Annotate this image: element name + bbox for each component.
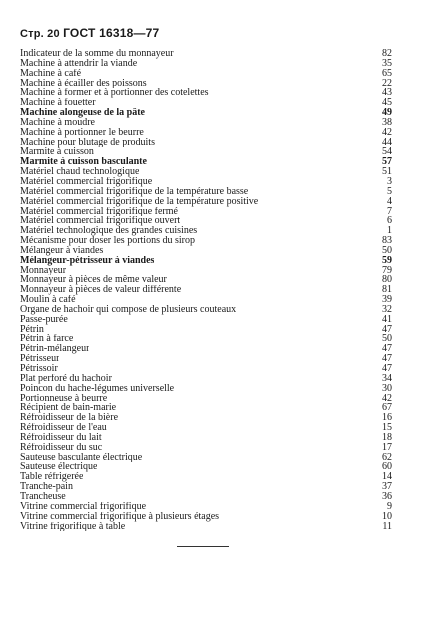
index-entry xyxy=(20,492,392,502)
index-page-number: 65 xyxy=(382,67,392,79)
index-entry xyxy=(20,256,392,266)
index-entry xyxy=(20,98,392,108)
index-entry xyxy=(20,275,392,285)
index-page-number: 6 xyxy=(387,215,392,227)
index-term: Vitrine commercial frigorifique xyxy=(20,501,147,512)
index-page-number: 16 xyxy=(382,412,392,424)
index-page-number: 51 xyxy=(382,166,392,178)
index-entry xyxy=(20,147,392,157)
index-page-number: 22 xyxy=(382,77,392,89)
index-page-number: 47 xyxy=(382,363,392,374)
index-page-number: 54 xyxy=(382,146,392,158)
index-term: Trancheuse xyxy=(20,491,66,502)
index-term: Machine pour blutage de produits xyxy=(20,137,155,148)
index-page-number: 36 xyxy=(382,490,392,502)
index-entry xyxy=(20,108,392,118)
index-page-number: 81 xyxy=(382,284,392,296)
index-term: Machine à écailler des poissons xyxy=(20,78,147,89)
index-entry xyxy=(20,167,392,177)
index-page-number: 47 xyxy=(382,353,392,365)
index-term: Indicateur de la somme du monnayeur xyxy=(20,49,174,59)
index-term: Pétrin à farce xyxy=(20,334,74,345)
index-term: Réfroidisseur de l'eau xyxy=(20,423,107,433)
index-page-number: 32 xyxy=(382,303,392,315)
index-page-number: 4 xyxy=(387,195,392,207)
index-entry xyxy=(20,502,392,512)
index-page-number: 47 xyxy=(382,323,392,335)
index-page-number: 1 xyxy=(387,225,392,237)
index-entry xyxy=(20,413,392,423)
index-term: Organe de hachoir qui compose de plusieurs couteaux xyxy=(20,304,237,315)
index-term: Table réfrigerée xyxy=(20,472,84,483)
index-entry xyxy=(20,59,392,69)
index-entry xyxy=(20,207,392,217)
index-entry xyxy=(20,344,392,354)
index-page-number: 67 xyxy=(382,402,392,414)
index-term: Matériel commercial frigorifique de la température basse xyxy=(20,186,249,197)
index-page-number: 60 xyxy=(382,461,392,473)
index-entry xyxy=(20,433,392,443)
index-page-number: 80 xyxy=(382,274,392,286)
index-page-number: 79 xyxy=(382,264,392,276)
index-page-number: 41 xyxy=(382,313,392,325)
index-page-number: 83 xyxy=(382,235,392,247)
index-term: Pétrin-mélangeur xyxy=(20,344,90,355)
index-term: Pétrissoir xyxy=(20,364,58,374)
index-entry xyxy=(20,443,392,453)
index-entry xyxy=(20,69,392,79)
index-page-number: 10 xyxy=(382,510,392,522)
index-entry xyxy=(20,216,392,226)
index-term: Machine à fouetter xyxy=(20,98,96,109)
index-term: Moulin à café xyxy=(20,295,76,305)
index-entry xyxy=(20,462,392,472)
index-entry xyxy=(20,118,392,128)
index-entry xyxy=(20,325,392,335)
index-term: Monnayeur à pièces de même valeur xyxy=(20,275,167,286)
index-term: Vitrine frigorifique à table xyxy=(20,521,126,532)
index-term: Machine alongeuse de la pâte xyxy=(20,108,145,118)
index-term: Machine à café xyxy=(20,68,82,79)
index-page-number: 50 xyxy=(382,333,392,345)
index-term: Mélangeur à viandes xyxy=(20,245,104,256)
index-entry xyxy=(20,354,392,364)
index-entry xyxy=(20,236,392,246)
index-entry xyxy=(20,266,392,276)
index-term: Pétrisseur xyxy=(20,354,60,364)
index-entry xyxy=(20,197,392,207)
index-entry xyxy=(20,522,392,532)
index-entry xyxy=(20,384,392,394)
index-entry xyxy=(20,364,392,374)
index-page-number: 57 xyxy=(382,156,392,168)
index-term: Plat perforé du hachoir xyxy=(20,373,112,384)
index-term: Monnayeur xyxy=(20,265,67,276)
index-page-number: 62 xyxy=(382,451,392,463)
page-header xyxy=(20,26,159,40)
index-entry xyxy=(20,334,392,344)
page-number: Стр. 20 xyxy=(20,28,60,40)
index-page-number: 42 xyxy=(382,126,392,138)
index-term: Marmite à cuisson basculante xyxy=(20,157,147,168)
index-term: Poincon du hache-légumes universelle xyxy=(20,383,175,394)
index-page-number: 17 xyxy=(382,441,392,453)
index-term: Pétrin xyxy=(20,324,44,335)
index-entry xyxy=(20,187,392,197)
index-entry xyxy=(20,128,392,138)
index-term: Matériel technologique des grandes cuisines xyxy=(20,226,198,237)
index-entry xyxy=(20,49,392,59)
index-term: Mélangeur-pétrisseur à viandes xyxy=(20,255,155,266)
index-entry xyxy=(20,403,392,413)
index-term: Sauteuse électrique xyxy=(20,462,98,473)
index-page-number: 42 xyxy=(382,392,392,404)
index-page-number: 59 xyxy=(382,254,392,266)
index-entry xyxy=(20,246,392,256)
index-term: Matériel commercial frigorifique xyxy=(20,176,153,187)
index-page-number: 37 xyxy=(382,481,392,493)
index-term: Sauteuse basculante électrique xyxy=(20,452,143,463)
index-entry xyxy=(20,157,392,167)
index-term: Mécanisme pour doser les portions du sirop xyxy=(20,236,195,246)
index-page-number: 34 xyxy=(382,372,392,384)
index-entry xyxy=(20,472,392,482)
index-term: Matériel chaud technologique xyxy=(20,167,140,177)
index-page-number: 44 xyxy=(382,136,392,148)
index-entry xyxy=(20,374,392,384)
index-term: Machine à former et à portionner des cotelettes xyxy=(20,88,209,99)
index-page-number: 30 xyxy=(382,382,392,394)
index-term: Matériel commercial frigorifique fermé xyxy=(20,206,178,217)
index-page-number: 14 xyxy=(382,471,392,483)
index-term: Vitrine commercial frigorifique à plusieurs étages xyxy=(20,511,220,522)
index-entry xyxy=(20,285,392,295)
index-entry xyxy=(20,482,392,492)
index-page-number: 50 xyxy=(382,244,392,256)
index-page-number: 49 xyxy=(382,107,392,119)
index-term: Réfroidisseur du lait xyxy=(20,432,102,443)
index-entry xyxy=(20,305,392,315)
index-page-number: 11 xyxy=(382,520,392,532)
index-entry xyxy=(20,453,392,463)
index-entry xyxy=(20,226,392,236)
index-entry xyxy=(20,79,392,89)
index-page-number: 39 xyxy=(382,294,392,306)
index-entry xyxy=(20,88,392,98)
index-entry xyxy=(20,295,392,305)
index-term: Monnayeur à pièces de valeur différente xyxy=(20,285,182,296)
index-term: Tranche-pain xyxy=(20,482,73,492)
index-entry xyxy=(20,394,392,404)
index-page-number: 3 xyxy=(387,175,392,187)
index-entry xyxy=(20,177,392,187)
index-term: Portionneuse à beurre xyxy=(20,393,108,404)
index-term: Machine à moudre xyxy=(20,117,95,128)
index-page-number: 38 xyxy=(382,116,392,128)
index-entry xyxy=(20,512,392,522)
index-page-number: 43 xyxy=(382,87,392,99)
standard-number: ГОСТ 16318—77 xyxy=(63,26,160,40)
index-page-number: 7 xyxy=(387,205,392,217)
index-term: Réfroidisseur de la bière xyxy=(20,413,119,424)
index-term: Matériel commercial frigorifique de la température positive xyxy=(20,196,259,207)
index-term: Réfroidisseur du suc xyxy=(20,442,103,453)
index-entry xyxy=(20,138,392,148)
index-page-number: 18 xyxy=(382,431,392,443)
index-term: Marmite à cuisson xyxy=(20,147,94,158)
index-term: Matériel commercial frigorifique ouvert xyxy=(20,216,181,227)
index-page-number: 15 xyxy=(382,422,392,434)
index-list xyxy=(20,49,392,531)
index-term: Passe-purée xyxy=(20,314,68,325)
index-term: Récipient de bain-marie xyxy=(20,403,117,414)
index-page-number: 45 xyxy=(382,97,392,109)
end-rule xyxy=(177,546,229,547)
index-entry xyxy=(20,315,392,325)
index-page-number: 35 xyxy=(382,57,392,69)
index-page-number: 82 xyxy=(382,48,392,59)
index-entry xyxy=(20,423,392,433)
index-page-number: 9 xyxy=(387,500,392,512)
index-page-number: 47 xyxy=(382,343,392,355)
index-term: Machine à attendrir la viande xyxy=(20,58,138,69)
index-page-number: 5 xyxy=(387,185,392,197)
index-term: Machine à portionner le beurre xyxy=(20,127,144,138)
